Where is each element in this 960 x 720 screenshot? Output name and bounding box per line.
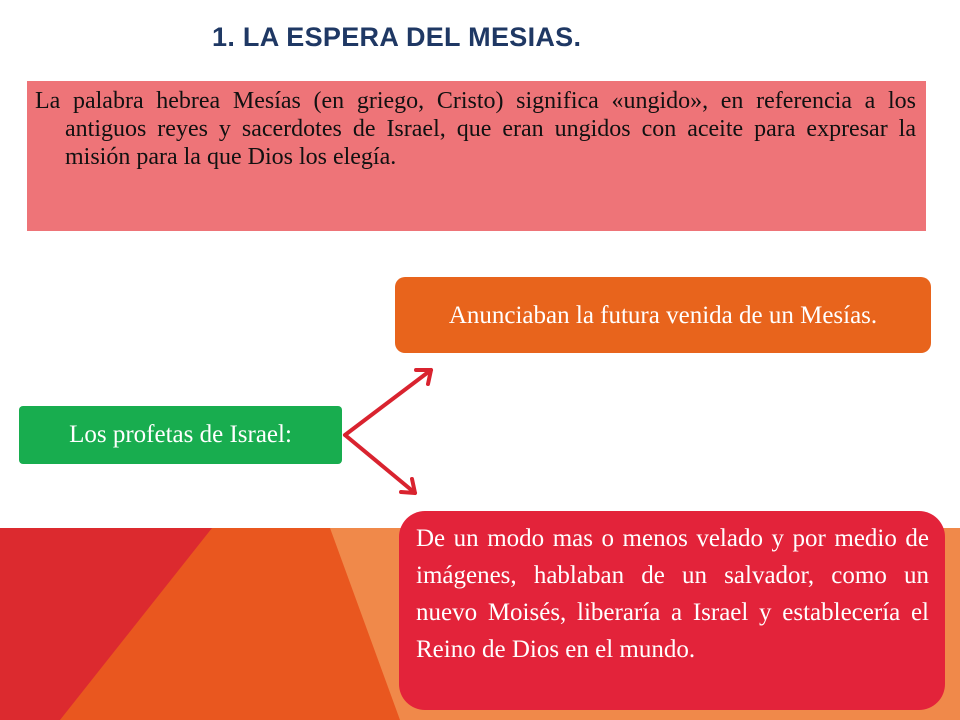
branch-bottom-text: De un modo mas o menos velado y por medio de imágenes, hablaban de un salvador, como un nuevo Moisés, liberaría a Israel y establecería el Reino de Dios en el mundo. (416, 525, 929, 663)
definition-box (27, 81, 926, 231)
branch-top-box (395, 277, 931, 353)
definition-text: La palabra hebrea Mesías (en griego, Cristo) significa «ungido», en referencia a los antiguos reyes y sacerdotes de Israel, que eran ungidos con aceite para expresar la misión para la que Dios los elegía. (35, 88, 916, 170)
branch-bottom-box (399, 511, 945, 710)
slide-title: 1. LA ESPERA DEL MESIAS. (212, 22, 582, 52)
source-text: Los profetas de Israel: (69, 421, 292, 448)
branch-top-text: Anunciaban la futura venida de un Mesías. (448, 301, 878, 329)
source-box (19, 406, 342, 464)
